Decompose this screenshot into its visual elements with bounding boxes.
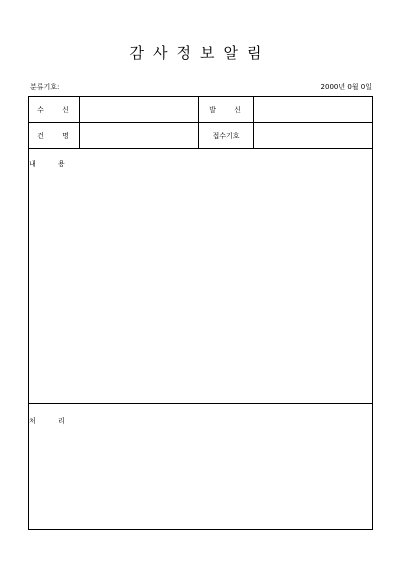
subject-label: 건 명 xyxy=(29,123,80,148)
sender-field[interactable] xyxy=(254,97,374,122)
document-date: 2000년 0월 0일 xyxy=(320,83,372,91)
processing-section[interactable] xyxy=(29,404,372,529)
subject-receipt-row xyxy=(29,123,372,149)
content-label: 내 용 xyxy=(29,160,75,168)
processing-label: 처 리 xyxy=(29,417,75,425)
document-title: 감사정보알림 xyxy=(129,44,271,62)
classification-code-label: 분류기호: xyxy=(30,83,60,91)
receipt-number-field[interactable] xyxy=(254,123,374,148)
notice-form xyxy=(28,96,373,530)
subject-field[interactable] xyxy=(80,123,199,148)
sender-label: 발 신 xyxy=(199,97,254,122)
recipient-field[interactable] xyxy=(80,97,199,122)
receipt-number-label: 접수기호 xyxy=(199,123,254,148)
recipient-label: 수 신 xyxy=(29,97,80,122)
content-section[interactable] xyxy=(29,149,372,404)
recipient-sender-row xyxy=(29,97,372,123)
